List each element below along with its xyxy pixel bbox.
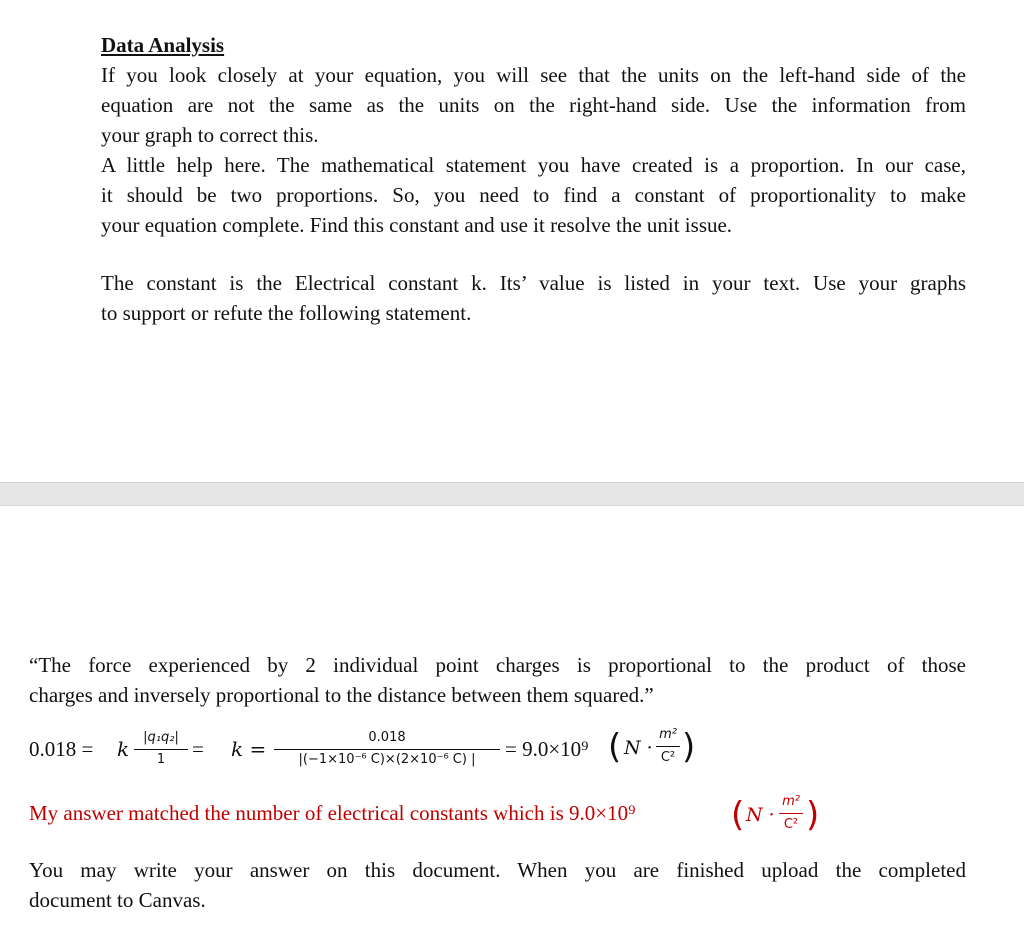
paragraph-line: A little help here. The mathematical statement you have created is a proportion. In our case,: [101, 153, 966, 177]
equation-lhs: 0.018 =: [29, 737, 94, 761]
equation-result: = 9.0×10⁹: [505, 737, 589, 761]
closing-instructions: [29, 855, 966, 915]
fraction-bar: [134, 749, 188, 750]
paragraph-line: your equation complete. Find this constant and use it resolve the unit issue.: [101, 213, 733, 237]
fraction-bar: [779, 813, 803, 814]
unit-numerator: m²: [782, 794, 800, 809]
fraction-denominator: |(−1×10⁻⁶ C)×(2×10⁻⁶ C) |: [298, 752, 476, 767]
paragraph-line: If you look closely at your equation, you will see that the units on the left-hand side of the: [101, 63, 966, 87]
k-equals: k =: [231, 737, 267, 761]
unit-newton: N ·: [624, 737, 653, 759]
fraction-numerator: |q₁q₂|: [143, 730, 179, 745]
quote-line: charges and inversely proportional to the distance between them squared.”: [29, 683, 654, 707]
page-break-gap: [0, 482, 1024, 506]
closing-line: document to Canvas.: [29, 888, 206, 912]
right-parenthesis: ): [806, 795, 820, 835]
fraction-bar: [274, 749, 500, 750]
fraction-bar: [656, 746, 680, 747]
unit-numerator: m²: [659, 727, 677, 742]
data-analysis-section: [101, 30, 966, 240]
right-parenthesis: ): [682, 727, 696, 767]
quote-line: “The force experienced by 2 individual point charges is proportional to the product of those: [29, 653, 966, 677]
left-parenthesis: (: [731, 795, 745, 835]
fraction-numerator: 0.018: [368, 730, 406, 745]
equals-sign: =: [192, 737, 204, 761]
paragraph-line: to support or refute the following statement.: [101, 301, 472, 325]
section-heading: Data Analysis: [101, 33, 225, 57]
unit-denominator: C²: [783, 817, 799, 832]
fraction-denominator: 1: [156, 752, 166, 767]
unit-denominator: C²: [660, 750, 676, 765]
unit-newton: N ·: [746, 804, 775, 826]
constant-paragraph: [101, 268, 966, 328]
paragraph-line: it should be two proportions. So, you need to find a constant of proportionality to make: [101, 183, 966, 207]
answer-text: My answer matched the number of electrical constants which is 9.0×10⁹: [29, 801, 636, 825]
paragraph-line: your graph to correct this.: [101, 123, 319, 147]
closing-line: You may write your answer on this document. When you are finished upload the completed: [29, 858, 966, 882]
left-parenthesis: (: [608, 727, 622, 767]
paragraph-line: equation are not the same as the units on the right-hand side. Use the information from: [101, 93, 966, 117]
quoted-statement: [29, 650, 966, 710]
paragraph-line: The constant is the Electrical constant k. Its’ value is listed in your text. Use your graphs: [101, 271, 966, 295]
equation-k-symbol: k: [117, 737, 130, 761]
